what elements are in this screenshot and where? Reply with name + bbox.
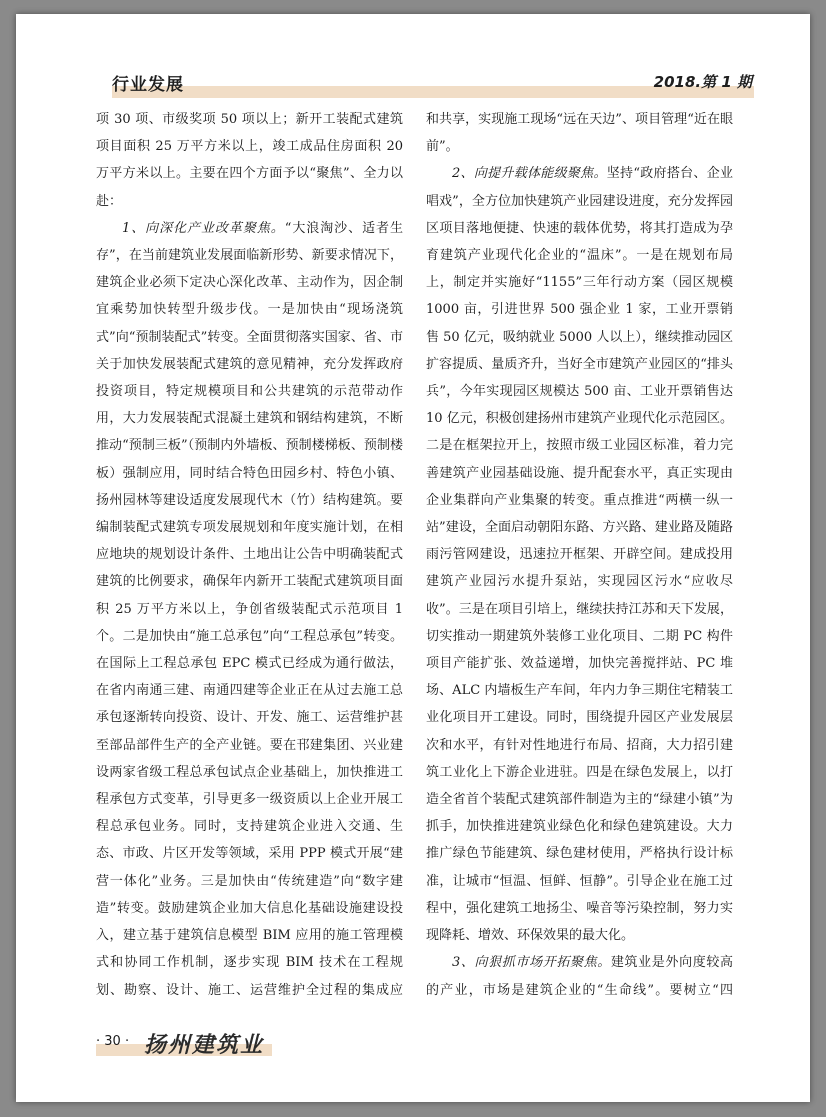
paragraph-body: 建筑业是外向度较高的产业，市场是建筑企业的“生命线”。要树立“四 xyxy=(426,955,733,998)
magazine-page xyxy=(16,14,810,1102)
paragraph-heading: 3、向狠抓市场开拓聚焦。 xyxy=(452,955,611,971)
page-number: · 30 · xyxy=(96,1034,130,1049)
paragraph-intro: 项 30 项、市级奖项 50 项以上；新开工装配式建筑项目面积 25 万平方米以上，竣工成品住房面积 20 万平方米以上。主要在四个方面予以“聚焦”、全力以赴： xyxy=(96,112,403,209)
right-column xyxy=(426,106,733,1006)
magazine-logo: 扬州建筑业 xyxy=(144,1032,265,1058)
paragraph-continuation: 和共享，实现施工现场“远在天边”、项目管理“近在眼前”。 xyxy=(426,112,733,155)
page-header xyxy=(112,70,754,98)
paragraph-carrier xyxy=(426,160,733,949)
issue-label: 2018.第 1 期 xyxy=(653,73,752,91)
paragraph-body: 坚持“政府搭台、企业唱戏”，全方位加快建筑产业园建设进度，充分发挥园区项目落地便捷、快速的载体优势，将其打造成为孕育建筑产业现代化企业的“温床”。一是在规划布局上，制定并实施好“1155”三年行动方案（园区规模 1000 亩，引进世界 500 强企业 1 家，工业开票销售 50 亿元，吸纳就业 5000 人以上），继续推动园区扩容提质、量质齐升，当好全市建筑产业园区的“排头兵”，今年实现园区规模达 500 亩、工业开票销售达 10 亿元，积极创建扬州市建筑产业现代化示范园区。二是在框架拉开上，按照市级工业园区标准，着力完善建筑产业园基础设施、提升配套水平，真正实现由企业集群向产业集聚的转变。重点推进“两横一纵一站”建设，全面启动朝阳东路、方兴路、建业路及随路雨污管网建设，迅速拉开框架、开辟空间。建成投用建筑产业园污水提升泵站，实现园区污水“应收尽收”。三是在项目引培上，继续扶持江苏和天下发展，切实推动一期建筑外装修工业化项目、二期 PC 构件项目产能扩张、效益递增，加快完善搅拌站、PC 堆场、ALC 内墙板生产车间，年内力争三期住宅精装工业化项目开工建设。同时，围绕提升园区产业发展层次和水平，有针对性地进行布局、招商，大力招引建筑工业化上下游企业进驻。四是在绿色发展上，以打造全省首个装配式建筑部件制造为主的“绿建小镇”为抓手，加快推进建筑业绿色化和绿色建筑建设。大力推广绿色节能建筑、绿色建材使用，严格执行设计标准，让城市“恒温、恒鲜、恒静”。引导企业在施工过程中，强化建筑工地扬尘、噪音等污染控制，努力实现降耗、增效、环保效果的最大化。 xyxy=(426,166,733,944)
paragraph-heading: 2、向提升载体能级聚焦。 xyxy=(452,166,607,182)
page-footer xyxy=(96,1030,276,1060)
paragraph-market xyxy=(426,949,733,1006)
section-title: 行业发展 xyxy=(112,75,184,95)
paragraph-reform xyxy=(96,215,403,1006)
paragraph-body: “大浪淘沙、适者生存”，在当前建筑业发展面临新形势、新要求情况下，建筑企业必须下定决心深化改革、主动作为，因企制宜乘势加快转型升级步伐。一是加快由“现场浇筑式”向“预制装配式”转变。全面贯彻落实国家、省、市关于加快发展装配式建筑的意见精神，充分发挥政府投资项目，特定规模项目和公共建筑的示范带动作用，大力发展装配式混凝土建筑和钢结构建筑，不断推动“预制三板”（预制内外墙板、预制楼梯板、预制楼板）强制应用，同时结合特色田园乡村、特色小镇、扬州园林等建设适度发展现代木（竹）结构建筑。要编制装配式建筑专项发展规划和年度实施计划，在相应地块的规划设计条件、土地出让公告中明确装配式建筑的比例要求，确保年内新开工装配式建筑项目面积 25 万平方米以上，争创省级装配式示范项目 1 个。二是加快由“施工总承包”向“工程总承包”转变。在国际上工程总承包 EPC 模式已经成为通行做法，在省内南通三建、南通四建等企业正在从过去施工总承包逐渐转向投资、设计、开发、施工、运营维护甚至部品部件生产的全产业链。要在邗建集团、兴业建设两家省级工程总承包试点企业基础上，加快推进工程承包方式变革，引导更多一级资质以上企业开展工程总承包业务。同时，支持建筑企业进入交通、生态、市政、片区开发等领域，采用 PPP 模式开展“建营一体化”业务。三是加快由“传统建造”向“数字建造”转变。鼓励建筑企业加大信息化基础设施建设投入，建立基于建筑信息模型 BIM 应用的施工管理模式和协同工作机制，逐步实现 BIM 技术在工程规划、勘察、设计、施工、运营维护全过程的集成应 xyxy=(96,220,403,998)
paragraph-heading: 1、向深化产业改革聚焦。 xyxy=(122,220,285,236)
left-column xyxy=(96,106,403,1006)
